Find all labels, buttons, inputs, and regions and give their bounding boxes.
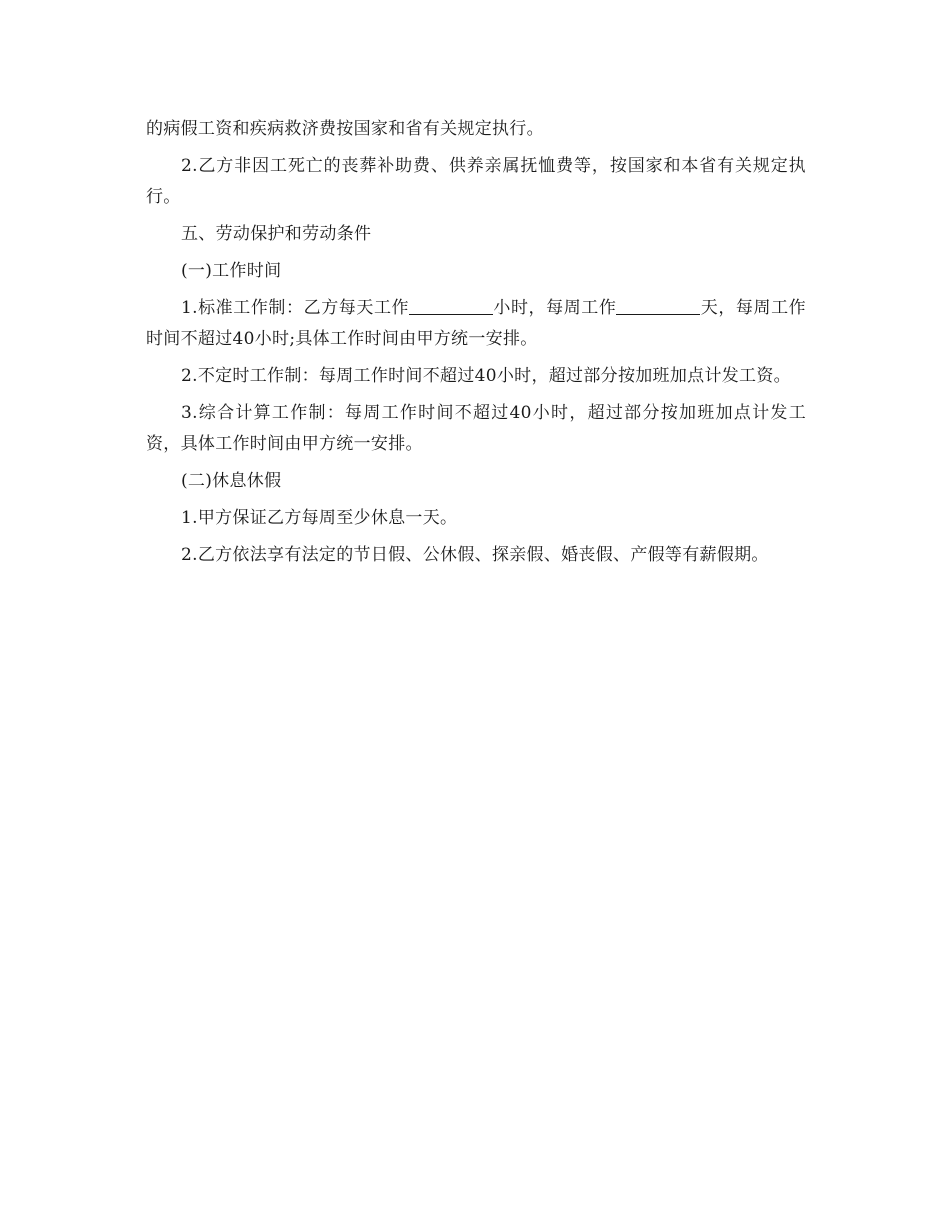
standard-work-text-c: 天，每周工作时间不超过40小时;具体工作时间由甲方统一安排。 <box>146 298 806 349</box>
document-body <box>146 114 806 577</box>
paragraph-paid-holidays: 2.乙方依法享有法定的节日假、公休假、探亲假、婚丧假、产假等有薪假期。 <box>181 545 769 565</box>
section-heading-labor-protection: 五、劳动保护和劳动条件 <box>181 224 372 244</box>
standard-work-text-a: 1.标准工作制：乙方每天工作 <box>181 298 410 318</box>
subsection-heading-working-hours: (一)工作时间 <box>181 261 282 281</box>
paragraph-sick-pay-continuation: 的病假工资和疾病救济费按国家和省有关规定执行。 <box>146 119 544 139</box>
days-per-week-blank <box>616 296 700 315</box>
paragraph-flexible-work-system: 2.不定时工作制：每周工作时间不超过40小时，超过部分按加班加点计发工资。 <box>181 366 791 386</box>
hours-per-day-blank <box>409 296 493 315</box>
paragraph-standard-work-system <box>146 293 806 355</box>
paragraph-weekly-rest: 1.甲方保证乙方每周至少休息一天。 <box>181 508 458 528</box>
subsection-heading-rest-leave: (二)休息休假 <box>181 471 282 491</box>
paragraph-comprehensive-work-system: 3.综合计算工作制：每周工作时间不超过40小时，超过部分按加班加点计发工资，具体工作时间由甲方统一安排。 <box>146 403 806 454</box>
paragraph-funeral-subsidy: 2.乙方非因工死亡的丧葬补助费、供养亲属抚恤费等，按国家和本省有关规定执行。 <box>146 156 806 207</box>
standard-work-text-b: 小时，每周工作 <box>493 298 617 318</box>
